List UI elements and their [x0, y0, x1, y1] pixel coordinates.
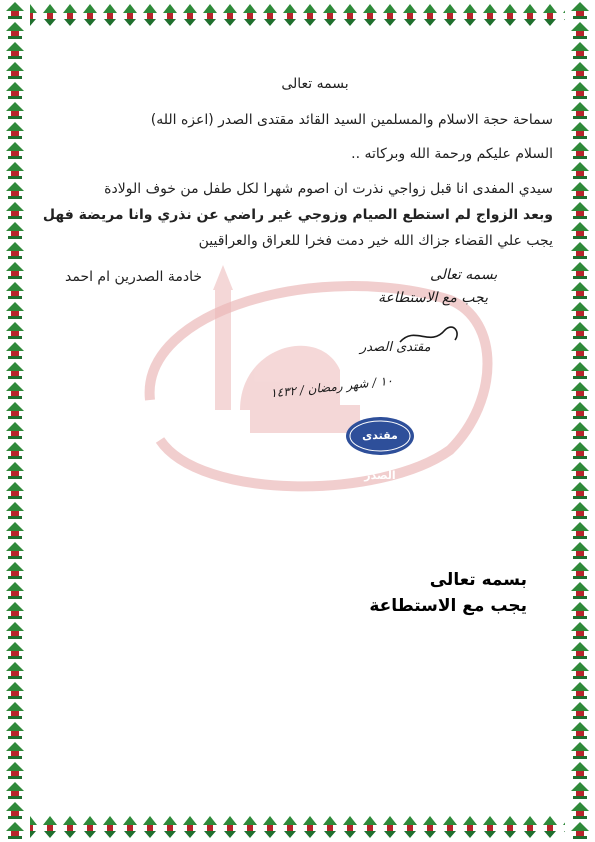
seal-text: مقتدى الصدر	[362, 429, 398, 482]
answer-basmala: بسمه تعالى	[429, 570, 527, 590]
left-border	[0, 0, 30, 842]
official-seal	[345, 416, 415, 482]
letter-body-line: وبعد الزواج لم استطع الصيام وزوجي غير راضي عن نذري وانا مريضة فهل	[42, 207, 553, 223]
answer-ruling: يجب مع الاستطاعة	[369, 596, 527, 616]
top-border	[0, 0, 595, 30]
letter-greeting: السلام عليكم ورحمة الله وبركاته ..	[351, 146, 553, 162]
handwritten-basmala: بسمه تعالى	[430, 267, 498, 283]
letter-address: سماحة حجة الاسلام والمسلمين السيد القائد مقتدى الصدر (اعزه الله)	[150, 112, 553, 128]
handwritten-ruling: يجب مع الاستطاعة	[378, 290, 488, 306]
letter-body-line: سيدي المفدى انا قبل زواجي نذرت ان اصوم شهرا لكل طفل من خوف الولادة	[104, 181, 553, 197]
right-border	[565, 0, 595, 842]
handwritten-date: ١٠ / شهر رمضان / ١٤٣٢	[269, 373, 394, 401]
bottom-border	[0, 812, 595, 842]
shrine-watermark	[120, 250, 510, 500]
letter-signoff: خادمة الصدرين ام احمد	[65, 269, 203, 285]
letter-body-line: يجب علي القضاء جزاك الله خير دمت فخرا للعراق والعراقيين	[198, 233, 553, 249]
handwritten-signature: مقتدى الصدر	[360, 340, 431, 355]
letter-title: بسمه تعالى	[281, 76, 349, 92]
